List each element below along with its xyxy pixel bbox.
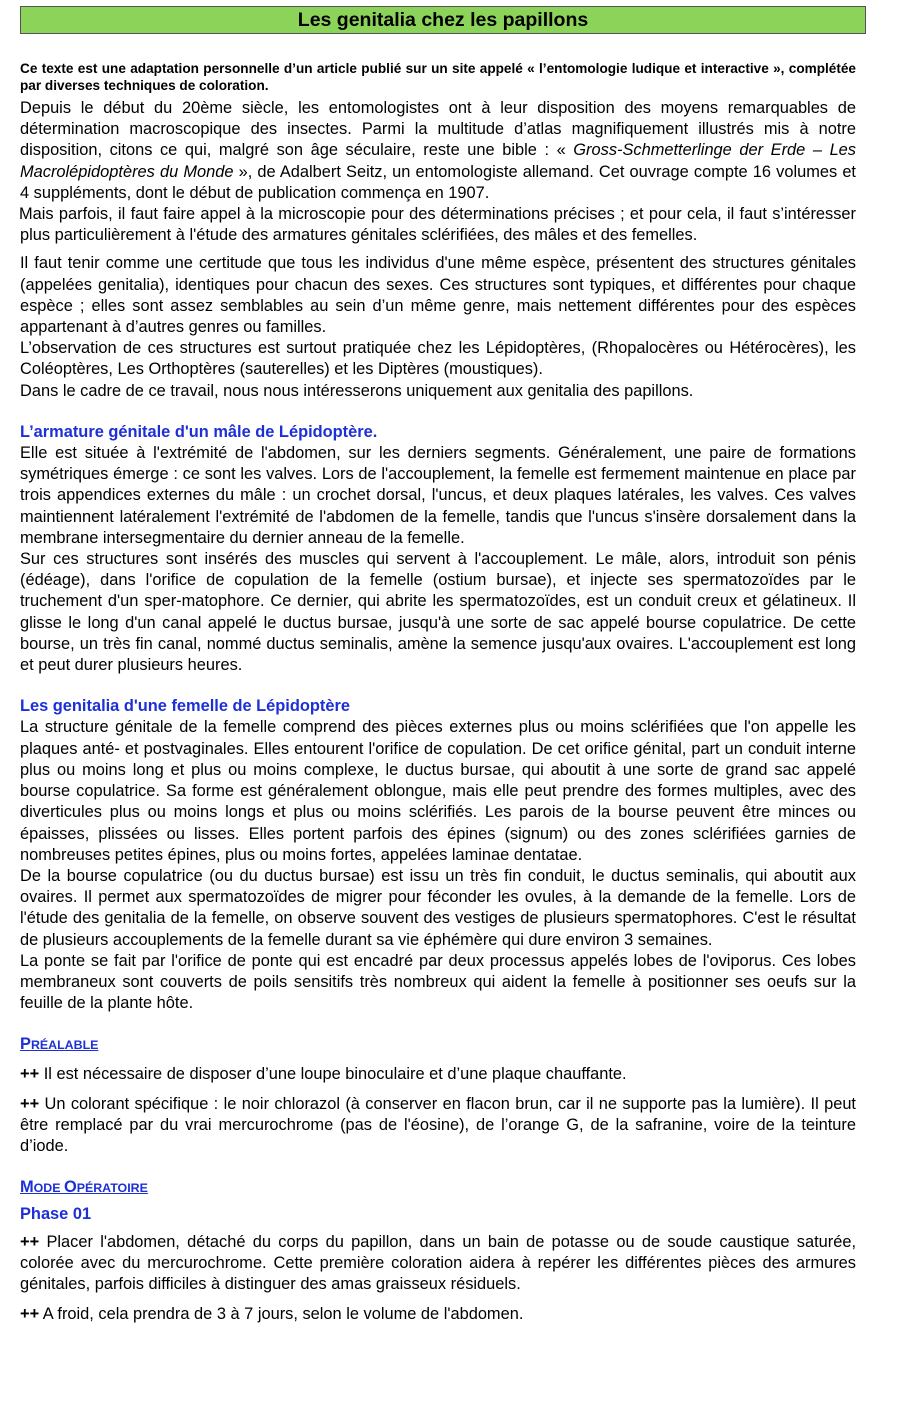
intro-note: Ce texte est une adaptation personnelle d’un article publié sur un site appelé « l’entomologie ludique et interactive », complétée par diverses techniques de coloration.	[20, 61, 856, 93]
document-page	[20, 6, 866, 1325]
female-section-heading: Les genitalia d'une femelle de Lépidoptère	[20, 697, 350, 716]
document-title-box	[20, 6, 866, 34]
female-paragraph-1: La structure génitale de la femelle comprend des pièces externes plus ou moins sclérifiées que l'on appelle les plaques anté- et postvaginales. Elles entourent l'orifice de copulation. De cet orifice génital, part un conduit interne plus ou moins long et plus ou moins complexe, le ductus bursae, qui aboutit à une sorte de grand sac appelé bourse copulatrice. Sa forme est généralement oblongue, mais elle peut prendre des formes multiples, avec des diverticules plus ou moins longs et plus ou moins sclérifiés. Les parois de la bourse peuvent être minces ou épaisses, plissées ou lisses. Elles portent parfois des épines (signum) ou des zones sclérifiées garnies de nombreuses petites épines, plus ou moins fortes, appelées laminae dentatae.	[20, 718, 856, 864]
phase-01-heading: Phase 01	[20, 1204, 92, 1223]
bullet-marker: ++	[20, 1305, 40, 1324]
male-paragraph-2: Sur ces structures sont insérés des muscles qui servent à l'accouplement. Le mâle, alors, introduit son pénis (édéage), dans l'orifice de copulation de la femelle (ostium bursae), et injecte ses spermatozoïdes par le truchement d'un sper-matophore. Ce dernier, qui abrite les spermatozoïdes, est un conduit creux et gélatineux. Il glisse le long d'un canal appelé le ductus bursae, jusqu'à une sorte de sac appelé bourse copulatrice. De cette bourse, un très fin canal, nommé ductus seminalis, amène la semence jusqu'aux ovaires. L'accouplement est long et peut durer plusieurs heures.	[20, 550, 856, 675]
bullet-marker: ++	[20, 1232, 40, 1251]
prealable-heading-link[interactable]: PRÉALABLE	[20, 1035, 99, 1054]
female-paragraph-2: De la bourse copulatrice (ou du ductus bursae) est issu un très fin conduit, le ductus seminalis, qui aboutit aux ovaires. Il permet aux spermatozoïdes de migrer pour féconder les ovules, à la demande de la femelle. Lors de l'étude des genitalia de la femelle, on observe souvent des vestiges de plusieurs spermatophores. C'est le résultat de plusieurs accouplements de la femelle durant sa vie éphémère qui dure environ 3 semaines.	[20, 866, 856, 949]
paragraph-microscopy: Mais parfois, il faut faire appel à la microscopie pour des déterminations précises ; et pour cela, il faut s’intéresser plus particulièrement à l'étude des armatures génitales sclérifiées, des mâles et des femelles.	[19, 205, 856, 245]
mode-operatoire-heading-link[interactable]: MODE OPÉRATOIRE	[20, 1178, 148, 1197]
book-title: Gross-Schmetterlinge der Erde – Les Macrolépidoptères du Monde	[20, 141, 856, 181]
bullet-marker: ++	[20, 1064, 40, 1083]
male-paragraph-1: Elle est située à l'extrémité de l'abdomen, sur les derniers segments. Généralement, une paire de formations symétriques émerge : ce sont les valves. Lors de l'accouplement, la femelle est fermement maintenue en place par trois appendices externes du mâle : un crochet dorsal, l'uncus, et deux plaques latérales, les valves. Ces valves maintiennent latéralement l'extrémité de l'abdomen de la femelle, tandis que l'uncus s'insère dorsalement dans la membrane intersegmentaire du dernier anneau de la femelle.	[20, 444, 856, 547]
male-section-heading: L’armature génitale d'un mâle de Lépidoptère.	[20, 422, 378, 441]
main-body	[20, 98, 856, 1325]
bullet-marker: ++	[20, 1094, 40, 1113]
phase-01-item-2: ++ A froid, cela prendra de 3 à 7 jours, selon le volume de l'abdomen.	[20, 1305, 524, 1324]
document-title: Les genitalia chez les papillons	[297, 9, 589, 31]
paragraph-history: Depuis le début du 20ème siècle, les entomologistes ont à leur disposition des moyens remarquables de détermination macroscopique des insectes. Parmi la multitude d’atlas magnifiquement illustrés mis à notre disposition, citons ce qui, malgré son âge séculaire, reste une bible : « Gross-Schmetterlinge der Erde – Les Macrolépidoptères du Monde », de Adalbert Seitz, un entomologiste allemand. Cet ouvrage compte 16 volumes et 4 suppléments, dont le début de publication commença en 1907.	[20, 99, 856, 202]
prealable-item-2: ++ Un colorant spécifique : le noir chlorazol (à conserver en flacon brun, car il ne supporte pas la lumière). Il peut être remplacé par du vrai mercurochrome (pas de l'éosine), de l’orange G, de la safranine, voire de la teinture d’iode.	[20, 1094, 856, 1156]
paragraph-observation: L’observation de ces structures est surtout pratiquée chez les Lépidoptères, (Rhopalocères ou Hétérocères), les Coléoptères, Les Orthoptères (sauterelles) et les Diptères (moustiques).	[20, 339, 856, 379]
paragraph-scope: Dans le cadre de ce travail, nous nous intéresserons uniquement aux genitalia des papillons.	[20, 381, 694, 400]
female-paragraph-3: La ponte se fait par l'orifice de ponte qui est encadré par deux processus appelés lobes de l'oviporus. Ces lobes membraneux sont couverts de poils sensitifs très nombreux qui aident la femelle à positionner ses oeufs sur la feuille de la plante hôte.	[20, 951, 856, 1013]
paragraph-certainty: Il faut tenir comme une certitude que tous les individus d'une même espèce, présentent des structures génitales (appelées genitalia), identiques pour chacun des sexes. Ces structures sont typiques, et différentes pour chaque espèce ; elles sont assez semblables au sein d’un même genre, mais nettement différentes pour des espèces appartenant à d’autres genres ou familles.	[20, 254, 856, 337]
prealable-item-1: ++ Il est nécessaire de disposer d’une loupe binoculaire et d’une plaque chauffante.	[20, 1064, 627, 1083]
phase-01-item-1: ++ Placer l'abdomen, détaché du corps du papillon, dans un bain de potasse ou de soude caustique saturée, colorée avec du mercurochrome. Cette première coloration aidera à repérer les différentes pièces des armures génitales, parfois difficiles à distinguer des amas graisseux résiduels.	[20, 1232, 856, 1293]
